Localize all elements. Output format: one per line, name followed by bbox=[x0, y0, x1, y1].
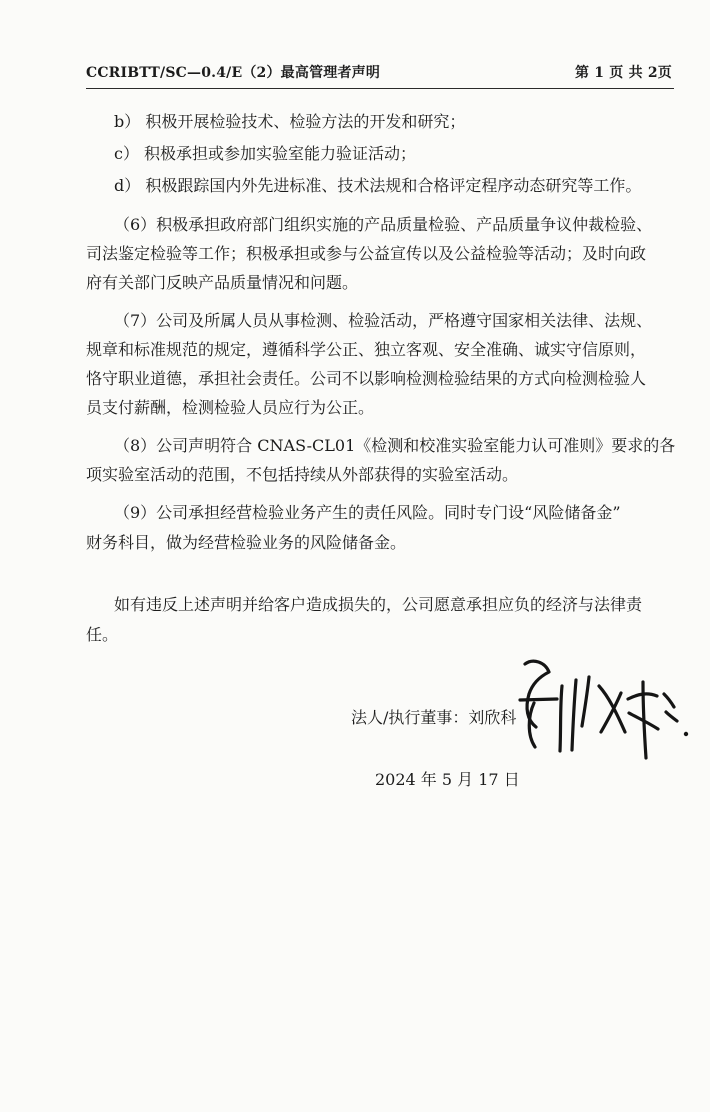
body-line: （8）公司声明符合 CNAS-CL01《检测和校准实验室能力认可准则》要求的各 bbox=[114, 436, 676, 455]
body-line: 府有关部门反映产品质量情况和问题。 bbox=[86, 273, 359, 292]
header-divider bbox=[86, 88, 674, 89]
body-line: d） 积极跟踪国内外先进标准、技术法规和合格评定程序动态研究等工作。 bbox=[114, 176, 642, 195]
handwritten-signature bbox=[505, 652, 695, 762]
document-code: CCRIBTT/SC—0.4/E（2）最高管理者声明 bbox=[86, 65, 381, 81]
body-line: 任。 bbox=[86, 625, 119, 644]
body-line: （7）公司及所属人员从事检测、检验活动，严格遵守国家相关法律、法规、 bbox=[114, 311, 653, 330]
body-line: b） 积极开展检验技术、检验方法的开发和研究； bbox=[114, 112, 466, 131]
page-header bbox=[86, 62, 672, 84]
body-line: c） 积极承担或参加实验室能力验证活动； bbox=[114, 144, 417, 163]
page-number: 第 1 页 共 2页 bbox=[575, 65, 672, 81]
body-line: 规章和标准规范的规定，遵循科学公正、独立客观、安全准确、诚实守信原则， bbox=[86, 340, 647, 359]
body-line: （9）公司承担经营检验业务产生的责任风险。同时专门设“风险储备金” bbox=[114, 503, 621, 522]
body-line: （6）积极承担政府部门组织实施的产品质量检验、产品质量争议仲裁检验、 bbox=[114, 215, 653, 234]
body-line: 项实验室活动的范围，不包括持续从外部获得的实验室活动。 bbox=[86, 465, 519, 484]
body-line: 财务科目，做为经营检验业务的风险储备金。 bbox=[86, 533, 407, 552]
body-line: 恪守职业道德，承担社会责任。公司不以影响检测检验结果的方式向检测检验人 bbox=[86, 369, 647, 388]
signatory-label: 法人/执行董事：刘欣科 bbox=[351, 708, 517, 727]
body-line: 司法鉴定检验等工作；积极承担或参与公益宣传以及公益检验等活动；及时向政 bbox=[86, 244, 647, 263]
document-date: 2024 年 5 月 17 日 bbox=[375, 770, 520, 789]
body-line: 如有违反上述声明并给客户造成损失的，公司愿意承担应负的经济与法律责 bbox=[114, 595, 643, 614]
body-line: 员支付薪酬，检测检验人员应行为公正。 bbox=[86, 398, 375, 417]
